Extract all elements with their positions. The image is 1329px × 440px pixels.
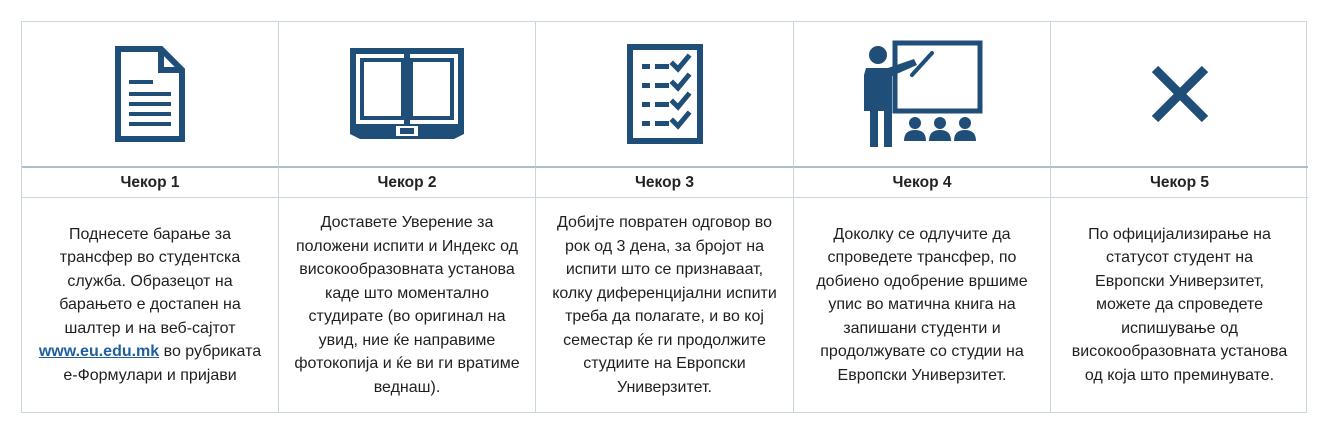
step-1-title: Чекор 1 [22,168,279,198]
step-3-description [536,198,794,412]
step-2-title: Чекор 2 [279,168,536,198]
step-5-description [1051,198,1308,412]
teacher-presentation-icon [858,39,986,149]
transfer-steps-table [21,21,1307,413]
open-book-icon [350,48,464,140]
step-4-description [794,198,1051,412]
step-5-text: По официјализирање на статусот студент на Европски Универзитет, можете да спроведете испишување од високообразовната установа од која што преминувате. [1071,225,1288,384]
step-1-description [22,198,279,412]
step-1-text-after-link: во рубриката е-Формулари и пријави [63,343,262,384]
step-4-title: Чекор 4 [794,168,1051,198]
website-link[interactable]: www.eu.edu.mk [38,343,160,361]
document-icon [115,46,185,142]
step-1-text-before-link: Поднесете барање за трансфер во студентска служба. Образецот на барањето е достапен на шалтер и на веб-сајтот [59,225,241,337]
checklist-icon [627,44,703,144]
step-1-icon-cell [22,22,279,168]
step-3-text: Добијте повратен одговор во рок од 3 дена, за бројот на испити што се признаваат, колку диференцијални испити треба да полагате, и во кој семестар ќе ги продолжите студиите на Европски Универзитет. [552,214,777,396]
close-x-icon [1149,63,1211,125]
step-4-text: Доколку се одлучите да спроведете трансфер, по добиено одобрение вршиме упис во матична книга на запишани студенти и продолжувате со студии на Европски Универзитет. [816,225,1028,384]
step-2-description [279,198,536,412]
step-2-text: Доставете Уверение за положени испити и Индекс од високообразовната установа каде што моментално студирате (во оригинал на увид, ние ќе направиме фотокопија и ќе ви ги вратиме веднаш). [294,214,520,396]
step-3-icon-cell [536,22,794,168]
step-3-title: Чекор 3 [536,168,794,198]
step-4-icon-cell [794,22,1051,168]
step-2-icon-cell [279,22,536,168]
step-5-icon-cell [1051,22,1308,168]
step-5-title: Чекор 5 [1051,168,1308,198]
